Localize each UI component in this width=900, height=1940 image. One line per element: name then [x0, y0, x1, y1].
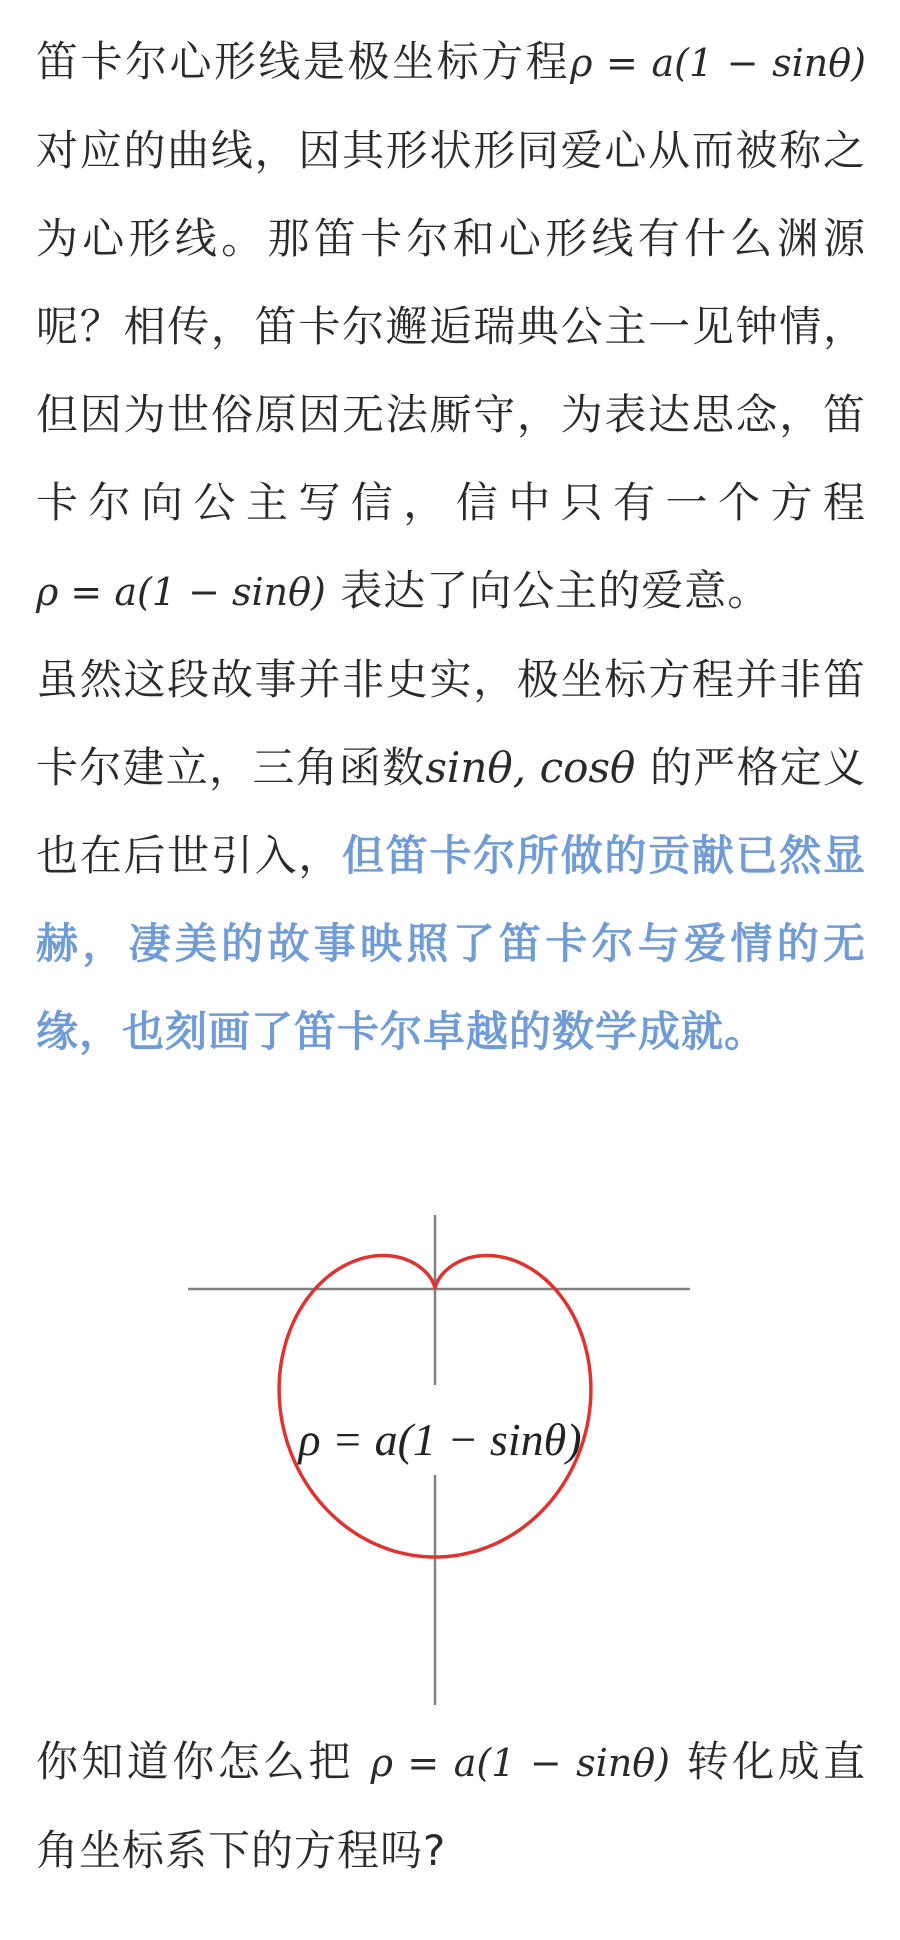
intro-text-1: 笛卡尔心形线是极坐标方程: [36, 37, 571, 86]
cardioid-diagram: [170, 1215, 710, 1705]
paragraph-history: [36, 636, 866, 1076]
intro-text-2: 对应的曲线，因其形状形同爱心从而被称之为心形线。那笛卡尔和心形线有什么渊源呢？相传，笛卡尔邂逅瑞典公主一见钟情，但因为世俗原因无法厮守，为表达思念，笛卡尔向公主写信，信中只有一个方程: [36, 126, 866, 527]
figure-formula-label: ρ = a(1 − sinθ): [298, 1414, 582, 1465]
history-text-2: 的严格定义也在后世引入，: [36, 743, 866, 880]
question-text-2: 转化成直角坐标系下的方程吗?: [36, 1737, 866, 1875]
history-text-1: 虽然这段故事并非史实，极坐标方程并非笛卡尔建立，三角函数: [36, 655, 866, 792]
highlighted-conclusion: 但笛卡尔所做的贡献已然显赫，凄美的故事映照了笛卡尔与爱情的无缘，也刻画了笛卡尔卓越的数学成就。: [36, 831, 866, 1056]
paragraph-intro: [36, 18, 866, 636]
article-body: [36, 18, 866, 1076]
cardioid-equation-inline-2: ρ = a(1 − sinθ): [36, 570, 326, 614]
trig-functions-inline: sinθ, cosθ: [425, 743, 636, 792]
intro-text-3: 表达了向公主的爱意。: [340, 566, 771, 615]
cardioid-equation-question: ρ = a(1 − sinθ): [370, 1741, 671, 1785]
cardioid-figure: [170, 1215, 710, 1705]
question-text: [36, 1718, 866, 1895]
paragraph-question: [36, 1718, 866, 1895]
cardioid-equation-inline: ρ = a(1 − sinθ): [570, 41, 866, 85]
question-text-1: 你知道你怎么把: [36, 1737, 354, 1786]
